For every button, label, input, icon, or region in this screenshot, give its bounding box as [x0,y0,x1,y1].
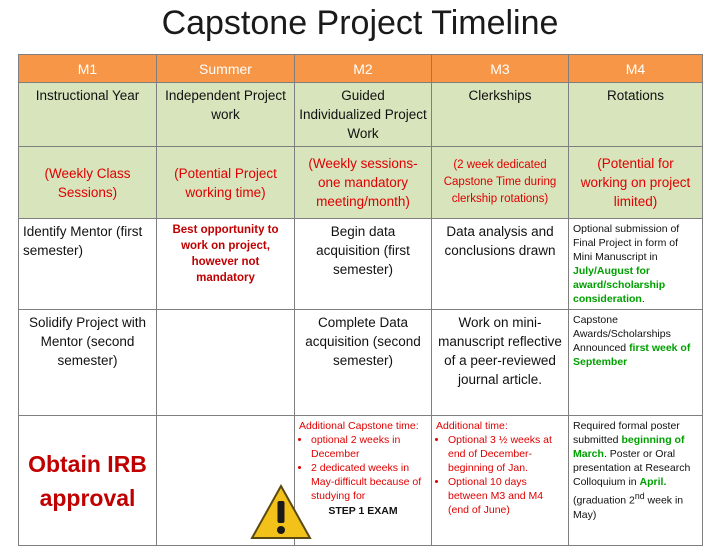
cell-summer-empty [157,310,295,416]
header-row [19,55,703,83]
m4-poster-march: beginning of March [573,434,685,460]
header-m4: M4 [569,55,703,83]
header-summer: Summer [157,55,295,83]
table-row [19,416,703,546]
cell-m1-irb: Obtain IRB approval [19,416,157,546]
cell-m4-phase: Rotations [569,83,703,147]
cell-m2-complete: Complete Data acquisition (second semester) [295,310,432,416]
cell-m1-phase: Instructional Year [19,83,157,147]
cell-m1-solidify: Solidify Project with Mentor (second semester) [19,310,157,416]
cell-m3-time: (2 week dedicated Capstone Time during clerkship rotations) [432,147,569,219]
cell-m2-phase: Guided Individualized Project Work [295,83,432,147]
m4-poster-sup: nd [634,491,645,501]
m4-poster-text3: (graduation 2 [573,494,635,507]
cell-m4-time: (Potential for working on project limited) [569,147,703,219]
cell-summer-opportunity: Best opportunity to work on project, however not mandatory [157,219,295,310]
cell-m2-data: Begin data acquisition (first semester) [295,219,432,310]
cell-m1-time: (Weekly Class Sessions) [19,147,157,219]
list-item: • 2 dedicated weeks in May-difficult because of studying for [311,461,427,503]
m4-poster-text4: week in May) [573,494,684,521]
page-title: Capstone Project Timeline [161,4,559,42]
cell-m3-manuscript: Work on mini-manuscript reflective of a peer-reviewed journal article. [432,310,569,416]
m4-submission-end: . [641,293,645,305]
table-row [19,310,703,416]
m4-poster-april: April. [639,476,667,488]
table-row [19,147,703,219]
m2-additional-list [299,433,427,503]
table-row [19,83,703,147]
table-row [19,219,703,310]
cell-m3-additional [432,416,569,546]
warning-triangle-icon [250,484,312,540]
cell-m2-additional [295,416,432,546]
cell-m2-time: (Weekly sessions- one mandatory meeting/month) [295,147,432,219]
list-item: • Optional 10 days between M3 and M4 (end of June) [448,475,564,517]
m4-submission-text: Optional submission of Final Project in form of Mini Manuscript in [573,223,680,263]
m4-submission-highlight: July/August for award/scholarship consideration [573,265,666,305]
m4-awards-highlight: first week of September [573,342,691,368]
cell-m1-mentor: Identify Mentor (first semester) [19,219,157,310]
header-m3: M3 [432,55,569,83]
list-item: • optional 2 weeks in December [311,433,427,461]
cell-m3-phase: Clerkships [432,83,569,147]
step1-exam-label: STEP 1 EXAM [328,505,398,517]
m2-additional-title: Additional Capstone time: [299,420,419,432]
m3-additional-list [436,433,564,517]
list-item: • Optional 3 ½ weeks at end of December- beginning of Jan. [448,433,564,475]
header-m2: M2 [295,55,432,83]
cell-m4-awards [569,310,703,416]
m4-awards-text: Capstone Awards/Scholarships Announced [573,314,671,354]
cell-m4-poster [569,416,703,546]
m3-additional-title: Additional time: [436,420,508,432]
m4-poster-text: Required formal poster submitted [573,420,680,446]
cell-summer-time: (Potential Project working time) [157,147,295,219]
cell-summer-phase: Independent Project work [157,83,295,147]
m4-poster-text2: . Poster or Oral presentation at Research Colloquium in [573,448,691,488]
header-m1: M1 [19,55,157,83]
cell-m4-submission [569,219,703,310]
cell-m3-analysis: Data analysis and conclusions drawn [432,219,569,310]
timeline-table [18,54,703,546]
